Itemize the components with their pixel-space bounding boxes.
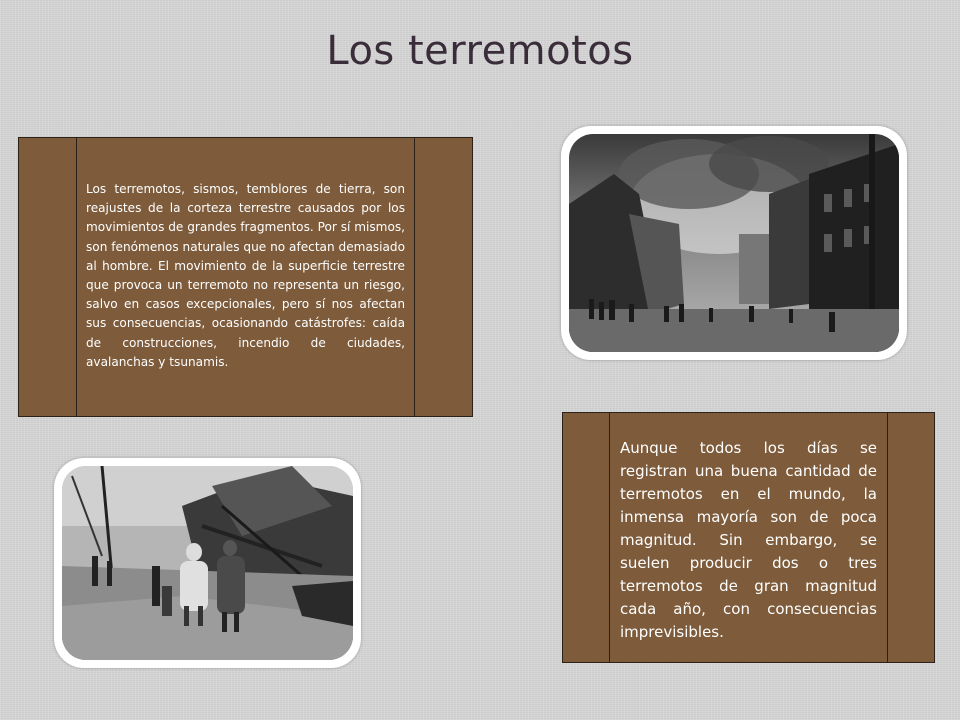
collapsed-buildings-image [62, 466, 353, 660]
panel-column-right [887, 413, 934, 662]
text-panel-top [18, 137, 473, 417]
earthquake-ruins-photo [54, 458, 361, 668]
city-fire-image [569, 134, 899, 352]
panel-column-right [414, 138, 472, 416]
panel-column-left [19, 138, 77, 416]
slide-title: Los terremotos [326, 28, 634, 74]
text-panel-bottom [562, 412, 935, 663]
earthquake-fire-photo [561, 126, 907, 360]
panel-column-left [563, 413, 610, 662]
panel-text-top: Los terremotos, sismos, temblores de tierra, son reajustes de la corteza terrestre causados por los movimientos de grandes fragmentos. Por sí mismos, son fenómenos naturales que no afectan demasiado al hombre. El movimiento de la superficie terrestre que provoca un terremoto no representa un riesgo, salvo en casos excepcionales, pero sí nos afectan sus consecuencias, ocasionando catástrofes: caída de construcciones, incendio de ciudades, avalanchas y tsunamis. [86, 182, 405, 369]
panel-text-bottom: Aunque todos los días se registran una buena cantidad de terremotos en el mundo, la inmensa mayoría son de poca magnitud. Sin embargo, se suelen producir dos o tres terremotos de gran magnitud cada año, con consecuencias imprevisibles. [620, 439, 877, 641]
